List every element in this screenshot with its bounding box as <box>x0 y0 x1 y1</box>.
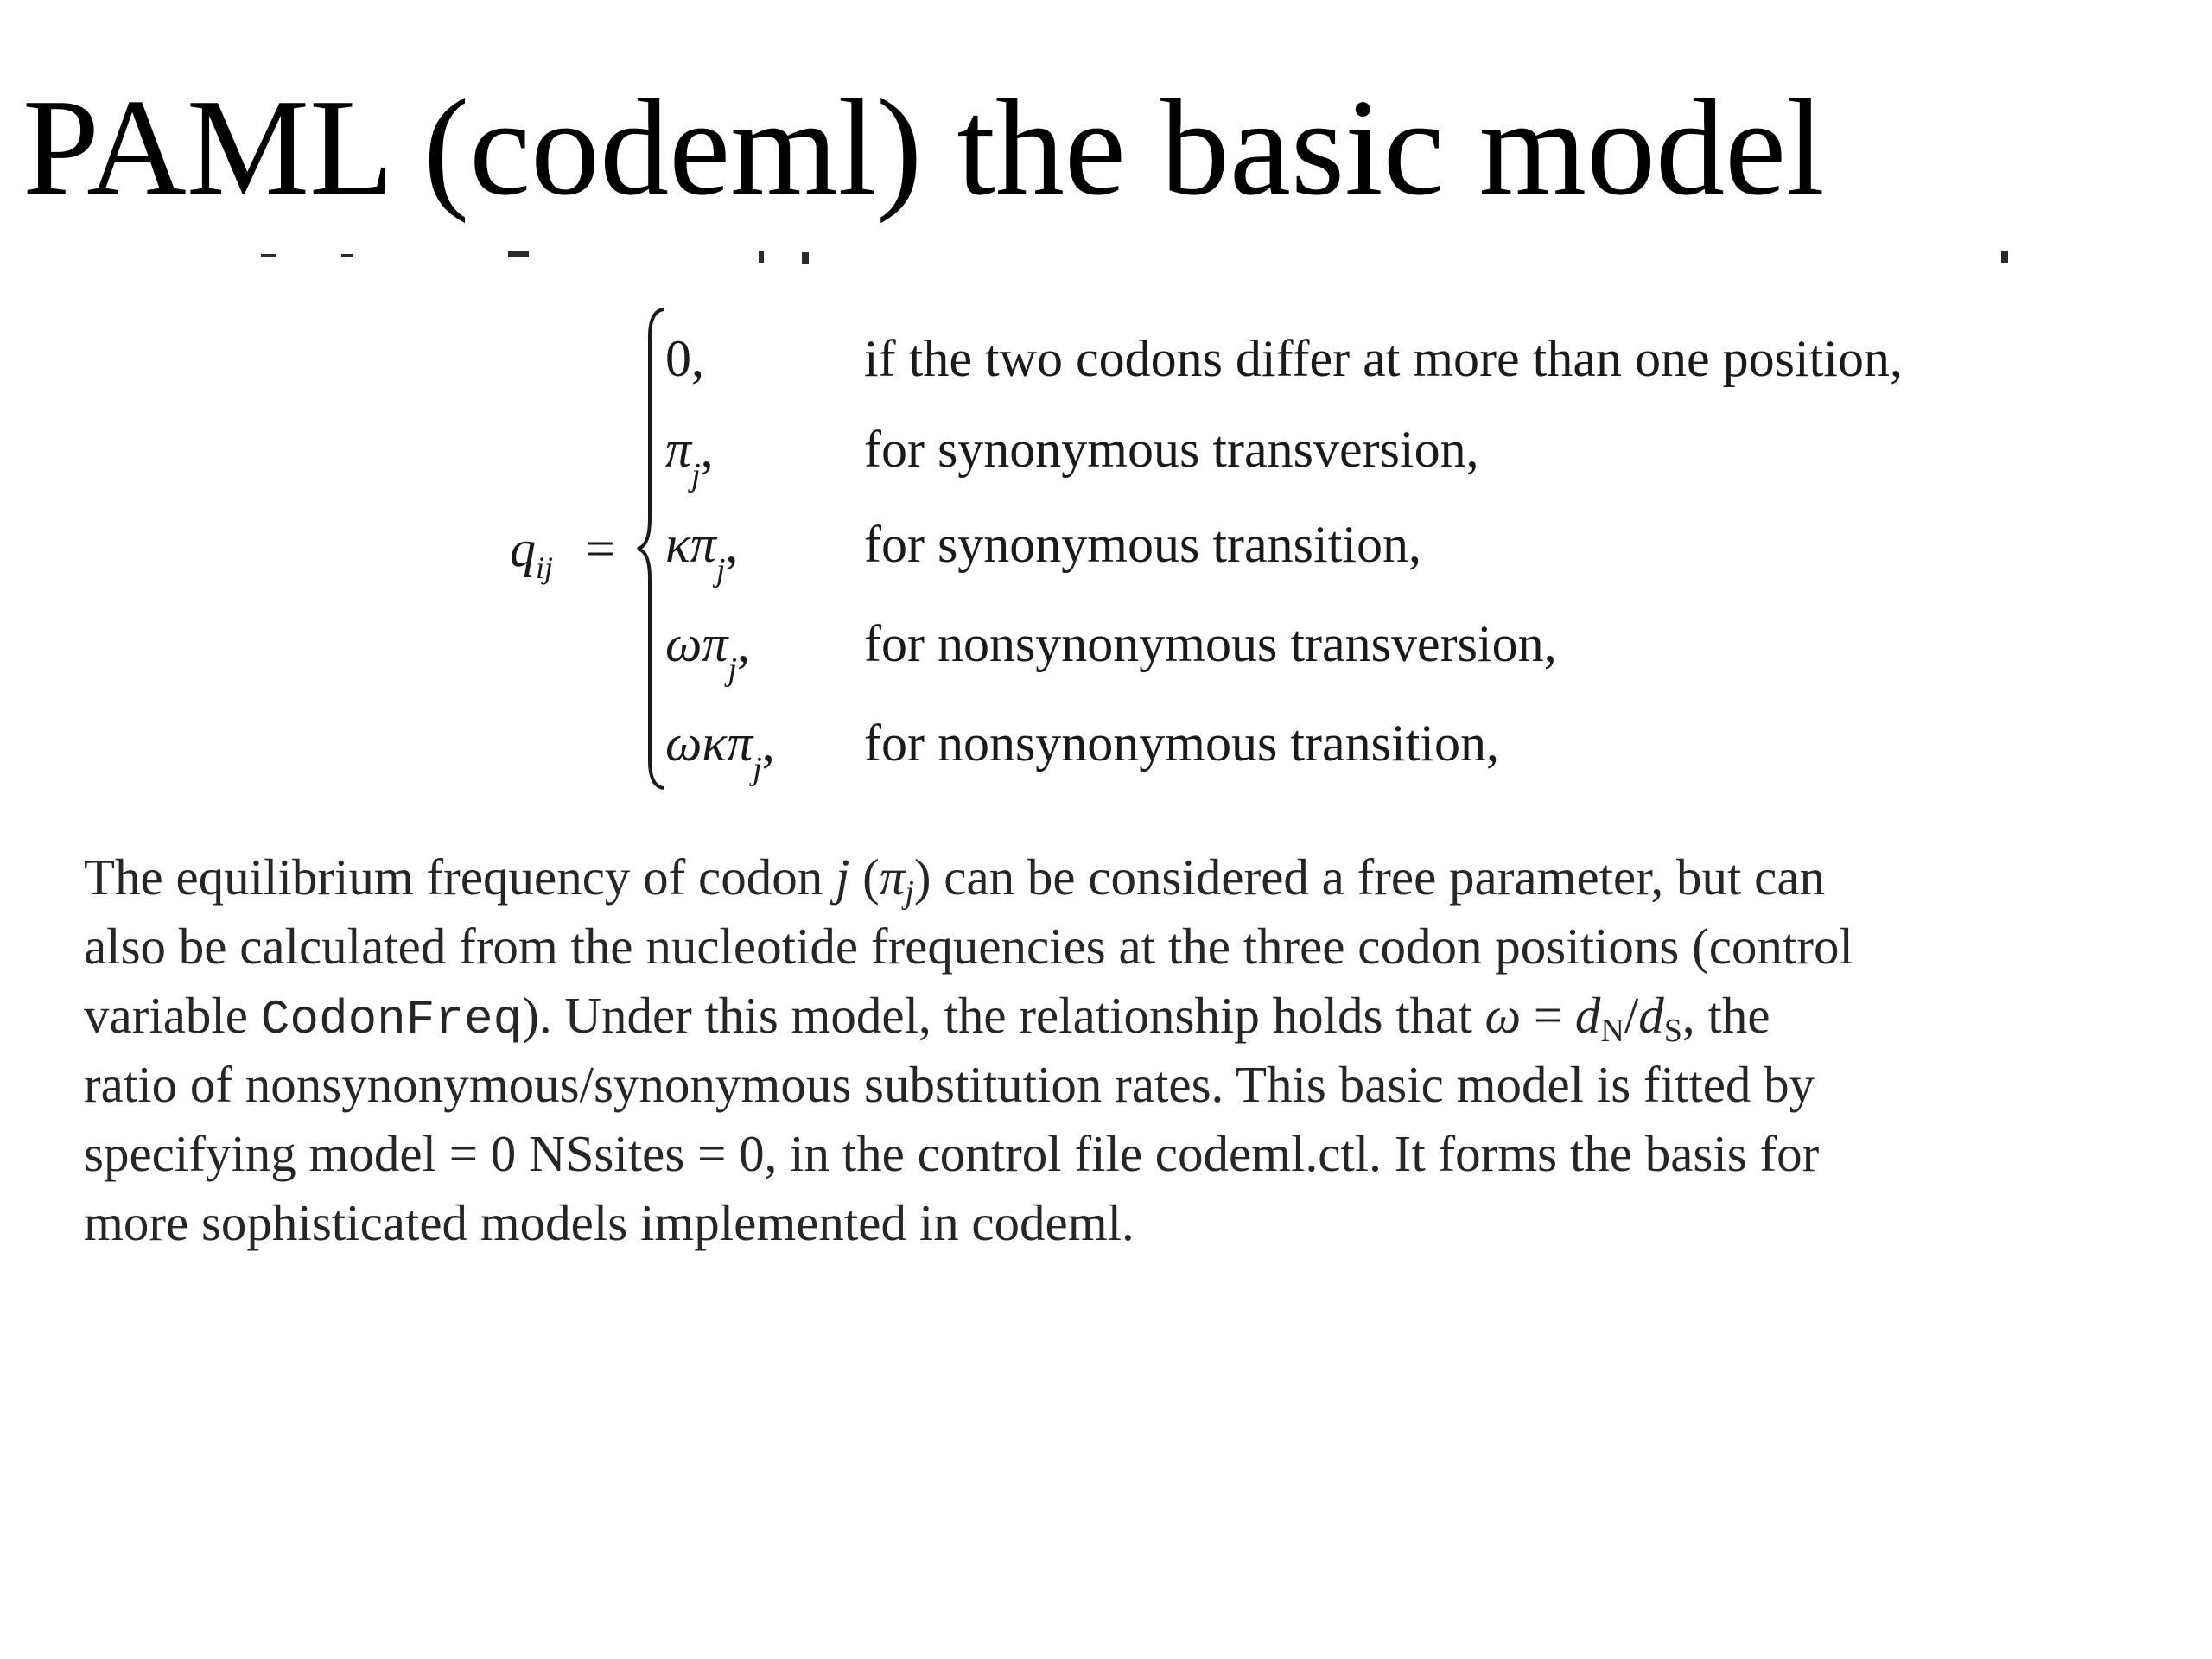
case-value-1 <box>665 419 714 505</box>
case-condition-3: for nonsynonymous transversion, <box>864 615 1557 672</box>
case-value-3 <box>665 613 750 700</box>
case-value-4-symbol: ωκπ <box>665 715 753 772</box>
dn-symbol: d <box>1574 987 1601 1044</box>
case-value-2-symbol: κπ <box>665 516 716 573</box>
codon-j-symbol: j <box>835 849 850 906</box>
case-value-4 <box>665 713 775 799</box>
paragraph-line-5: specifying model = 0 NSsites = 0, in the control file codeml.ctl. It forms the basis for <box>84 1125 1820 1182</box>
text-run: ). Under this model, the relationship holds that <box>522 987 1485 1044</box>
text-run: / <box>1624 987 1639 1044</box>
cropped-text-fragments <box>0 251 2212 268</box>
text-run: ) can be considered a free parameter, but can <box>913 849 1826 906</box>
control-variable-code: CodonFreq <box>260 992 523 1047</box>
case-condition-2: for synonymous transition, <box>864 516 1421 573</box>
case-value-4-subscript: j <box>753 751 762 787</box>
case-value-1-subscript: j <box>691 457 701 493</box>
fragment-mark <box>508 251 529 257</box>
case-value-1-symbol: π <box>665 421 692 478</box>
case-value-3-suffix: , <box>736 615 750 672</box>
equation-lhs <box>510 518 553 598</box>
fragment-mark <box>261 254 276 257</box>
case-value-2-suffix: , <box>725 516 739 573</box>
text-run: ( <box>849 849 880 906</box>
ds-subscript: S <box>1663 1013 1682 1049</box>
omega-symbol: ω <box>1484 987 1522 1044</box>
case-value-0: 0, <box>665 330 704 387</box>
ds-symbol: d <box>1638 987 1664 1044</box>
case-value-4-suffix: , <box>761 715 775 772</box>
case-value-3-subscript: j <box>728 652 737 688</box>
paragraph-line-3 <box>84 981 2158 1050</box>
rate-equation <box>0 302 2212 795</box>
fragment-mark <box>759 251 764 263</box>
case-value-3-symbol: ωπ <box>665 615 728 672</box>
paragraph-line-4: ratio of nonsynonymous/synonymous substitution rates. This basic model is fitted by <box>84 1056 1815 1113</box>
text-run: , the <box>1681 987 1770 1044</box>
fragment-mark <box>2001 251 2008 263</box>
case-value-1-suffix: , <box>700 421 714 478</box>
text-run: variable <box>84 987 261 1044</box>
text-run: = <box>1521 987 1575 1044</box>
equals-sign: = <box>586 520 615 577</box>
fragment-mark <box>341 254 353 257</box>
case-value-2-subscript: j <box>715 552 726 588</box>
slide-title: PAML (codeml) the basic model <box>22 70 1825 224</box>
q-subscript: ij <box>536 550 554 585</box>
pi-symbol: π <box>879 849 906 906</box>
fragment-mark <box>802 252 809 264</box>
dn-subscript: N <box>1600 1013 1624 1049</box>
paragraph-line-1 <box>84 842 2158 912</box>
paragraph-line-6: more sophisticated models implemented in codeml. <box>84 1194 1135 1251</box>
case-value-2 <box>665 514 738 601</box>
pi-subscript: j <box>905 874 914 911</box>
paragraph-line-2: also be calculated from the nucleotide frequencies at the three codon positions (control <box>84 918 1853 975</box>
body-paragraph <box>84 842 2158 1257</box>
case-condition-0: if the two codons differ at more than one position, <box>864 330 1903 387</box>
text-run: The equilibrium frequency of codon <box>84 849 836 906</box>
case-condition-4: for nonsynonymous transition, <box>864 715 1499 772</box>
case-condition-1: for synonymous transversion, <box>864 421 1479 478</box>
q-symbol: q <box>510 520 536 577</box>
